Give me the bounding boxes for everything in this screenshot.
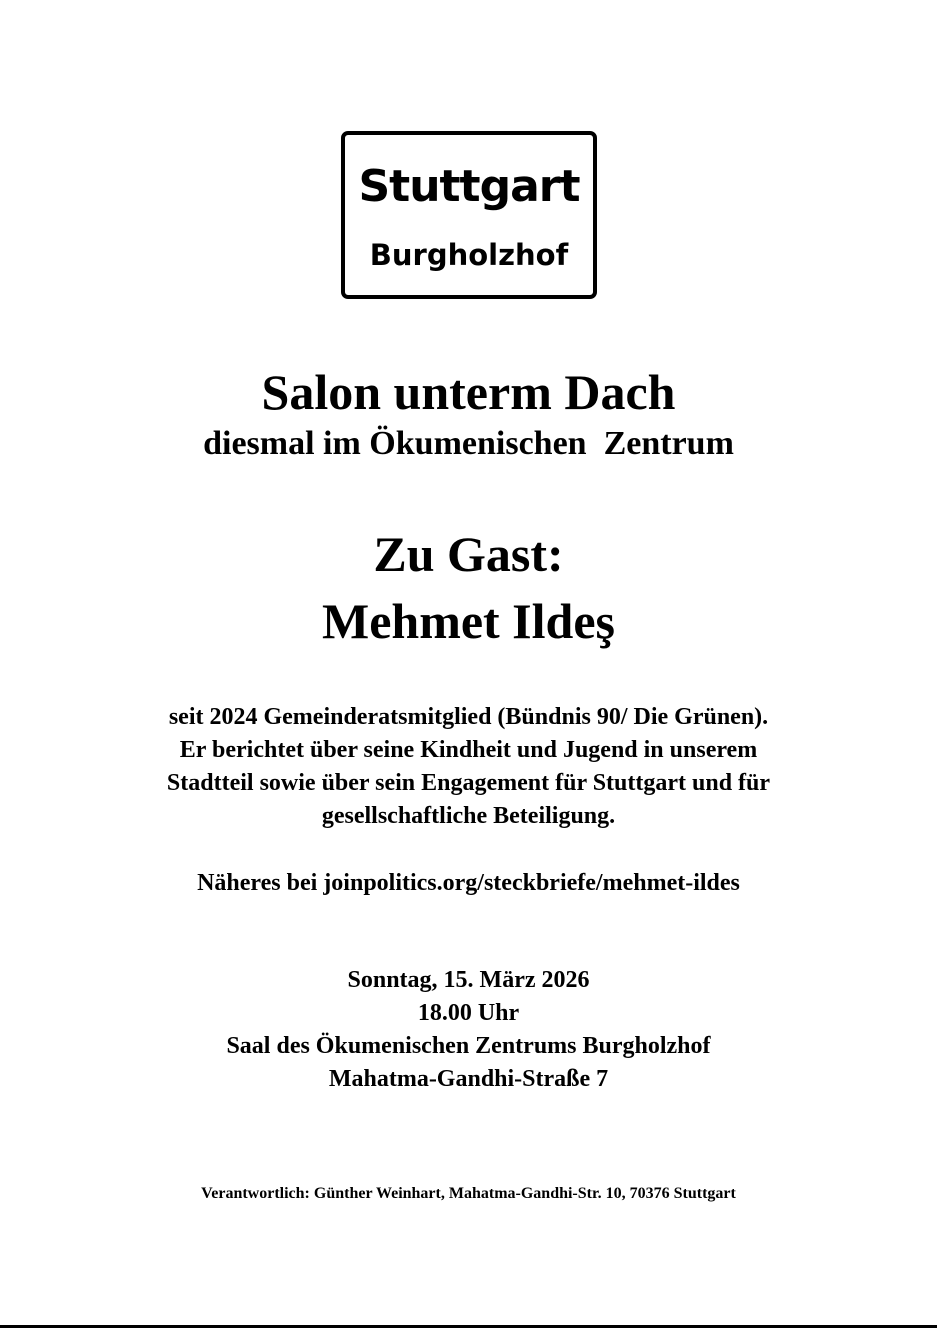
event-subtitle: diesmal im Ökumenischen Zentrum <box>203 425 734 462</box>
bio-line: seit 2024 Gemeinderatsmitglied (Bündnis 90/ Die Grünen). <box>168 704 769 730</box>
bio-line: Stadtteil sowie über sein Engagement für Stuttgart und für <box>166 770 771 796</box>
sign-district: Burgholzhof <box>369 238 569 272</box>
event-title: Salon unterm Dach <box>261 364 676 420</box>
sign-city: Stuttgart <box>358 161 580 212</box>
event-address: Mahatma-Gandhi-Straße 7 <box>328 1066 609 1092</box>
event-details <box>0 964 937 1096</box>
event-time: 18.00 Uhr <box>417 1000 520 1026</box>
event-venue: Saal des Ökumenischen Zentrums Burgholzhof <box>226 1033 711 1059</box>
bio-line: gesellschaftliche Beteiligung. <box>321 803 616 829</box>
more-info-line: Näheres bei joinpolitics.org/steckbriefe/mehmet-ildes <box>197 870 740 896</box>
bio-line: Er berichtet über seine Kindheit und Jugend in unserem <box>179 737 758 763</box>
event-date: Sonntag, 15. März 2026 <box>347 967 590 993</box>
guest-name: Mehmet Ildeş <box>322 593 615 649</box>
town-sign <box>341 131 597 299</box>
guest-bio <box>0 701 937 833</box>
guest-label: Zu Gast: <box>373 526 564 582</box>
footer-imprint: Verantwortlich: Günther Weinhart, Mahatma-Gandhi-Str. 10, 70376 Stuttgart <box>201 1185 736 1202</box>
